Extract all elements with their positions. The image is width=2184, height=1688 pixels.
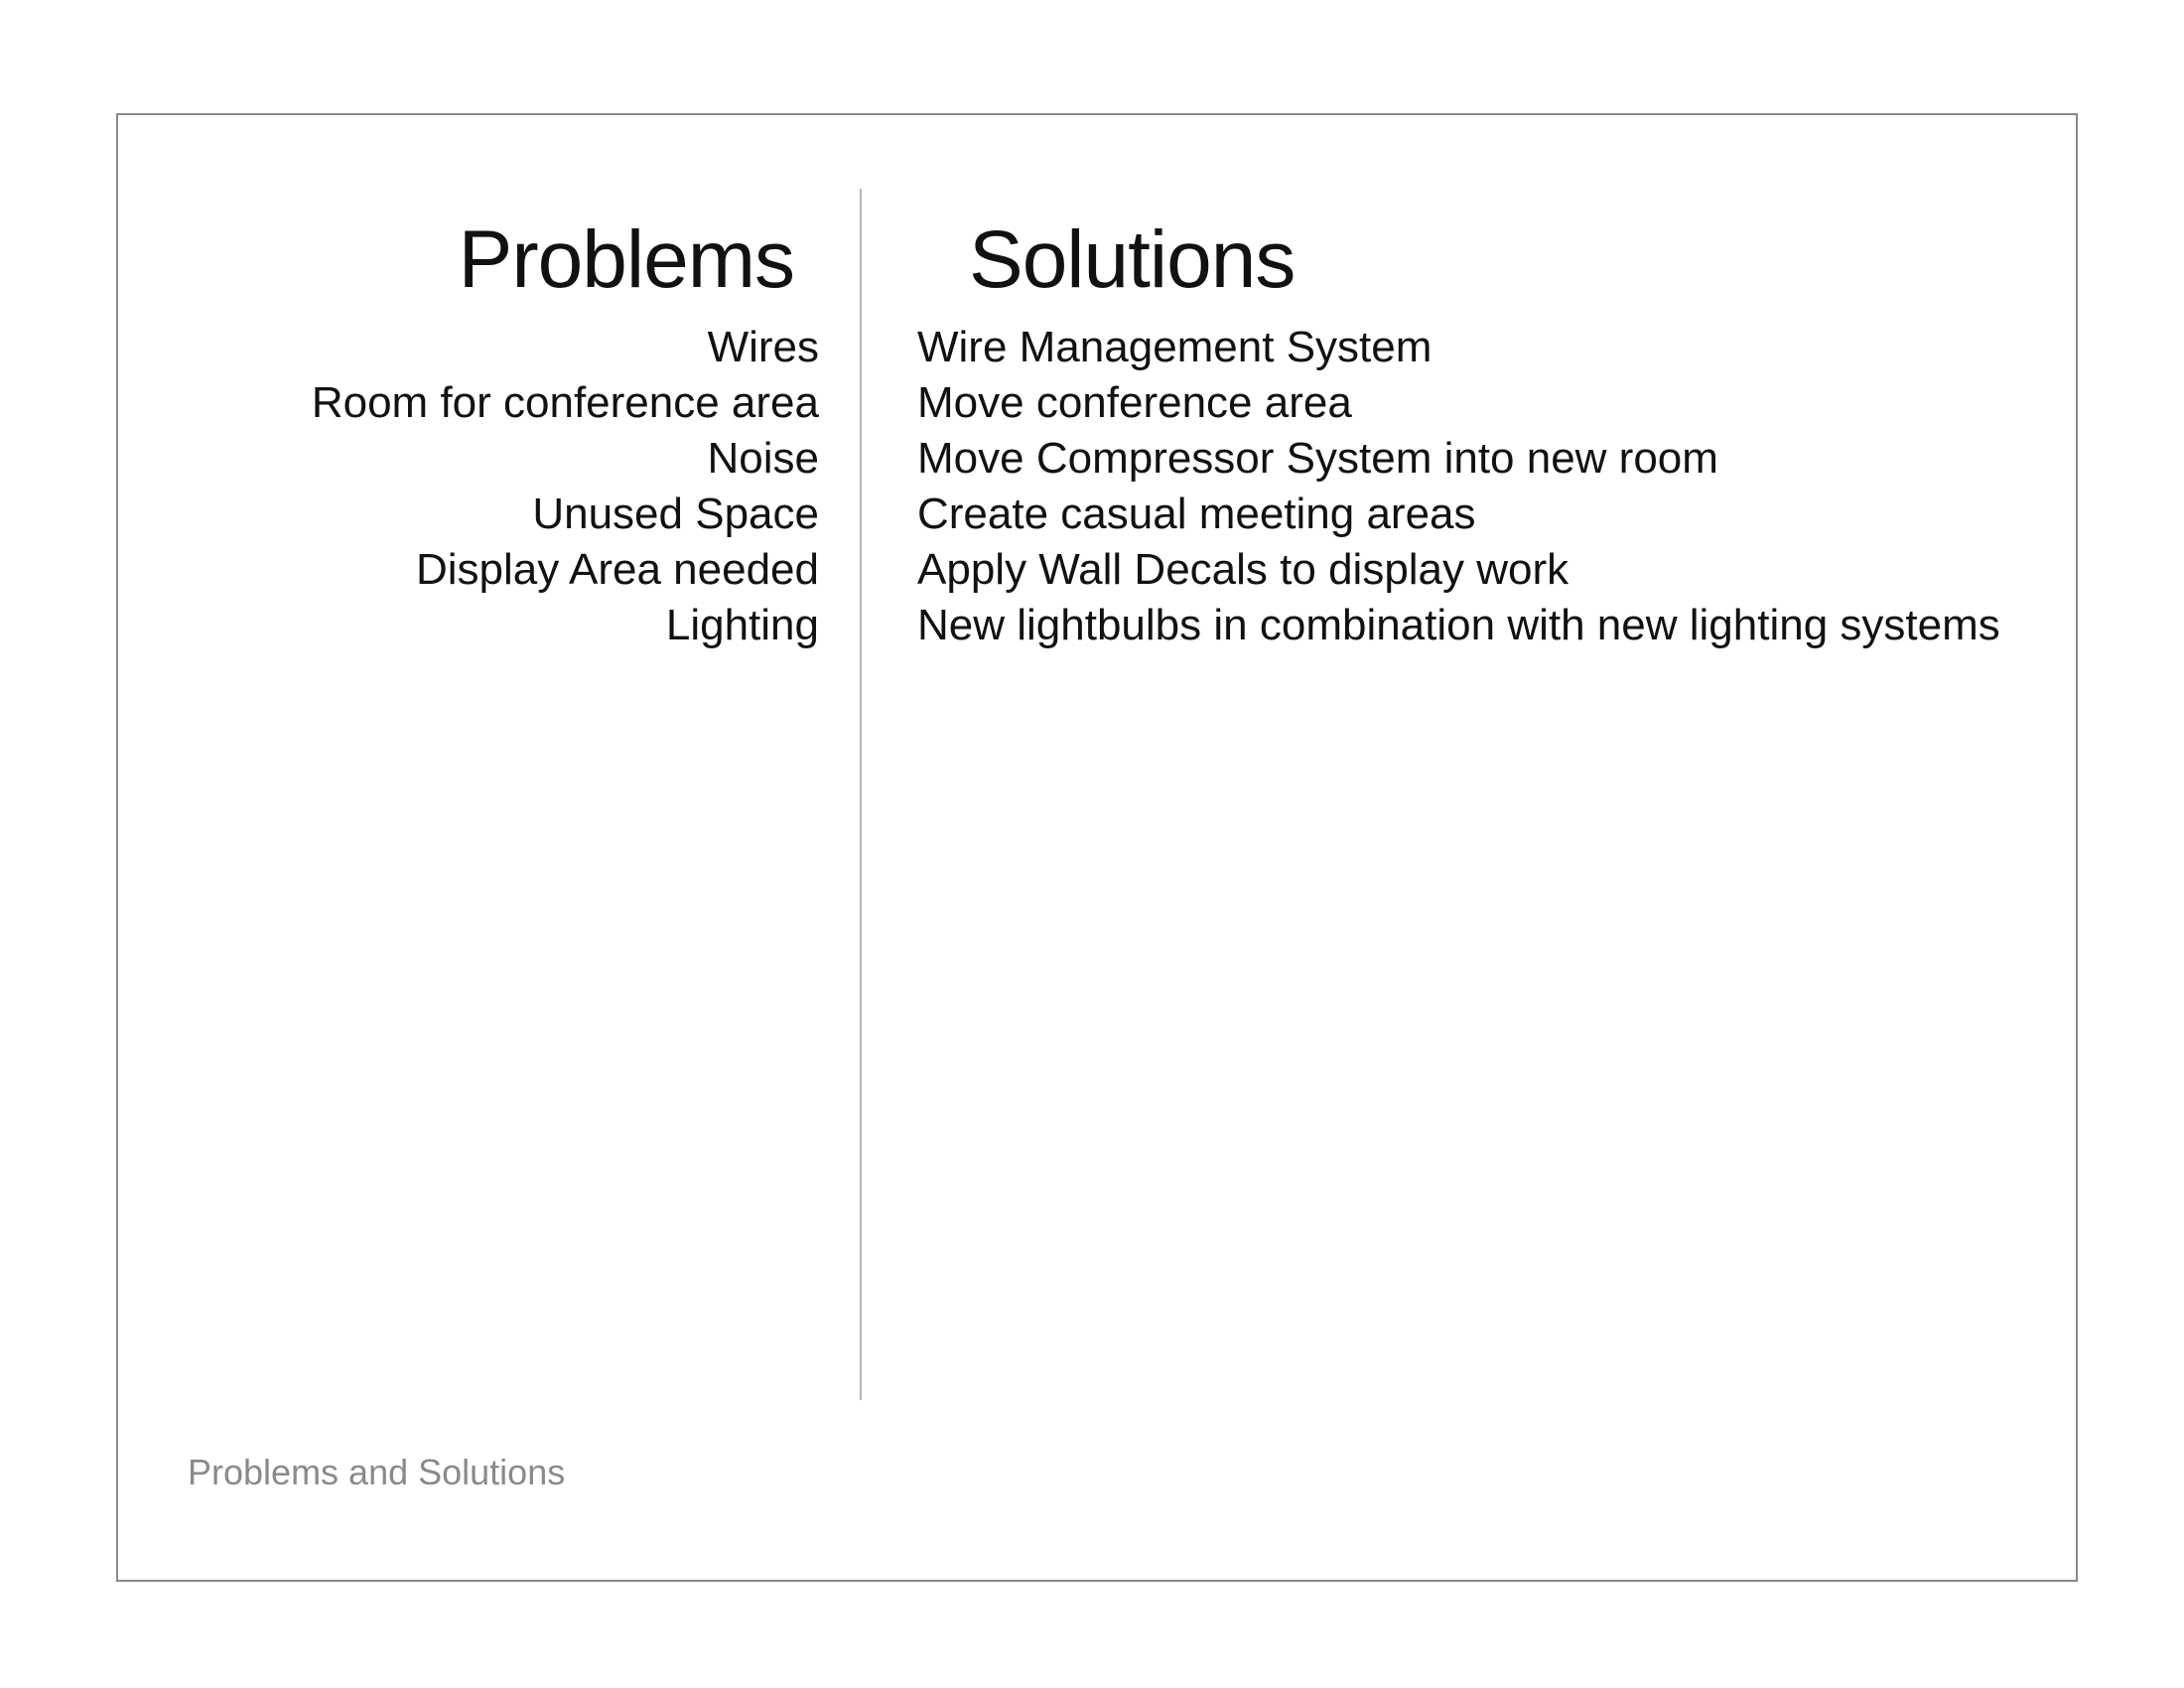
solution-item: Move Compressor System into new room [917, 434, 1718, 483]
problems-list [312, 320, 819, 653]
problem-item: Lighting [665, 601, 819, 649]
problem-item: Unused Space [532, 490, 819, 538]
solution-item: New lightbulbs in combination with new lighting systems [917, 601, 2000, 649]
solutions-list [917, 320, 2000, 653]
problem-item: Wires [707, 323, 819, 371]
problem-item: Room for conference area [311, 378, 819, 427]
solution-item: Wire Management System [917, 323, 1433, 371]
column-divider [860, 189, 862, 1400]
solution-item: Apply Wall Decals to display work [917, 545, 1570, 594]
slide-footer-title: Problems and Solutions [188, 1452, 566, 1492]
solution-item: Create casual meeting areas [917, 490, 1476, 538]
solution-item: Move conference area [917, 378, 1352, 427]
problem-item: Display Area needed [415, 545, 819, 594]
solutions-heading: Solutions [969, 214, 1296, 305]
problems-heading: Problems [458, 214, 794, 305]
problem-item: Noise [707, 434, 819, 483]
